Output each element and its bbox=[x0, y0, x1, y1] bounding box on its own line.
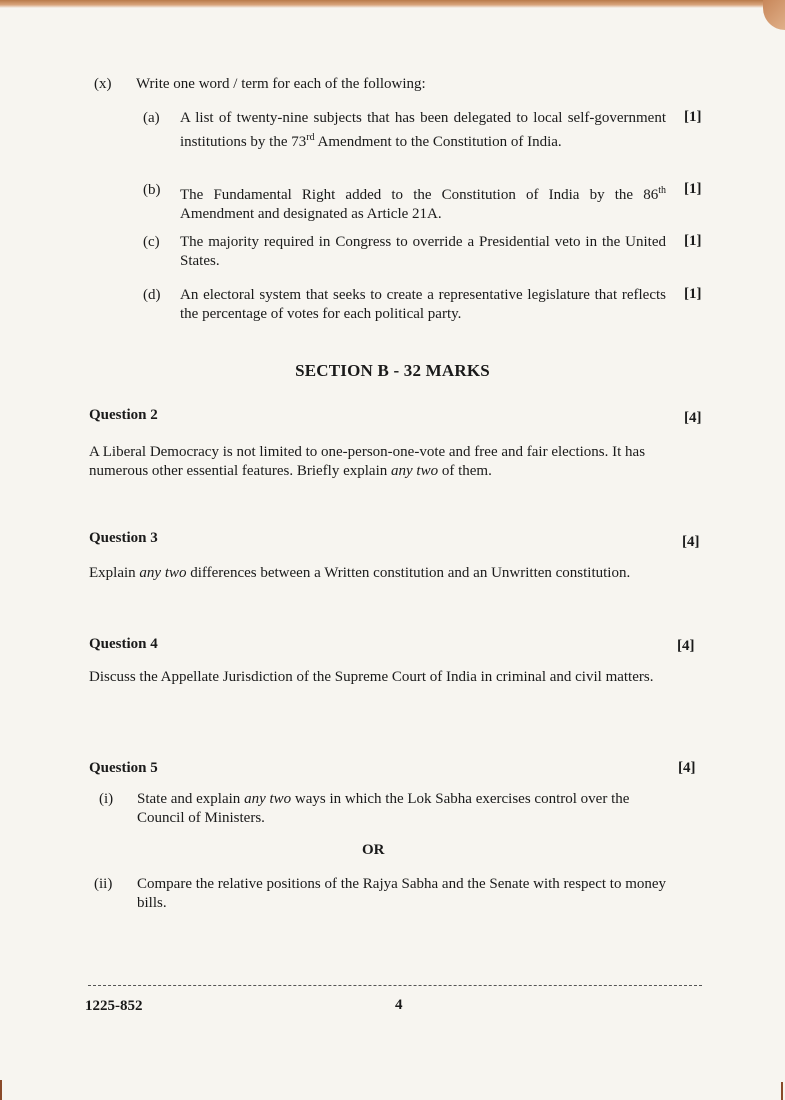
paper-corner bbox=[763, 0, 785, 30]
page-number: 4 bbox=[395, 997, 403, 1013]
question-instruction: Write one word / term for each of the following: bbox=[136, 76, 426, 92]
question-title: Question 3 bbox=[89, 530, 158, 546]
question-text bbox=[89, 564, 689, 583]
question-text-part: Explain bbox=[89, 565, 140, 581]
question-title: Question 5 bbox=[89, 760, 158, 776]
sub-item-label: (b) bbox=[143, 182, 161, 198]
sub-item-text bbox=[180, 109, 666, 152]
sub-item-label: (d) bbox=[143, 287, 161, 303]
emphasis-text: any two bbox=[139, 565, 187, 581]
question-text: Discuss the Appellate Jurisdiction of the Supreme Court of India in criminal and civil matters. bbox=[89, 669, 654, 685]
question-part-label: (x) bbox=[94, 76, 112, 92]
emphasis-text: any two bbox=[391, 463, 439, 479]
paper-top-edge bbox=[0, 0, 785, 8]
sub-item-text bbox=[180, 181, 666, 224]
sub-item-text bbox=[137, 790, 662, 828]
question-text-part: A Liberal Democracy is not limited to one-person-one-vote and free and fair elections. It has numerous other essential features. Briefly explain bbox=[89, 444, 646, 479]
question-text-part: of them. bbox=[438, 463, 492, 479]
marks-label: [1] bbox=[684, 286, 702, 302]
sub-item-label: (a) bbox=[143, 110, 160, 126]
sub-item-text: The majority required in Congress to override a Presidential veto in the United States. bbox=[180, 234, 666, 269]
sub-item-text: An electoral system that seeks to create a representative legislature that reflects the percentage of votes for each political party. bbox=[180, 287, 666, 322]
marks-label: [1] bbox=[684, 181, 702, 197]
sub-item-label: (c) bbox=[143, 234, 160, 250]
paper-code: 1225-852 bbox=[85, 998, 143, 1014]
marks-label: [4] bbox=[684, 410, 702, 426]
or-separator: OR bbox=[362, 842, 385, 858]
sub-item-text: Compare the relative positions of the Rajya Sabha and the Senate with respect to money bills. bbox=[137, 876, 667, 911]
sub-item-text-part: The Fundamental Right added to the Constitution of India by the 86 bbox=[180, 187, 659, 203]
footer-divider bbox=[88, 985, 702, 986]
question-title: Question 4 bbox=[89, 636, 158, 652]
marks-label: [1] bbox=[684, 233, 702, 249]
superscript: rd bbox=[306, 132, 315, 143]
section-title: SECTION B - 32 MARKS bbox=[295, 361, 490, 380]
marks-label: [4] bbox=[682, 534, 700, 550]
sub-item-text-part: State and explain bbox=[137, 791, 245, 807]
sub-item-label: (i) bbox=[99, 791, 114, 807]
sub-item-text-part: ways in which the Lok Sabha exercises control over the Council of Ministers. bbox=[137, 791, 630, 826]
emphasis-text: any two bbox=[244, 791, 292, 807]
marks-label: [4] bbox=[677, 638, 695, 654]
paper-edge-mark-left bbox=[0, 1080, 2, 1100]
sub-item-text-part: Amendment to the Constitution of India. bbox=[314, 134, 562, 150]
sub-item-text-part: Amendment and designated as Article 21A. bbox=[180, 206, 442, 222]
paper-edge-mark-right bbox=[781, 1082, 783, 1100]
marks-label: [1] bbox=[684, 109, 702, 125]
sub-item-label: (ii) bbox=[94, 876, 113, 892]
superscript: th bbox=[658, 185, 666, 196]
question-text-part: differences between a Written constitution and an Unwritten constitution. bbox=[186, 565, 631, 581]
question-text bbox=[89, 443, 664, 481]
marks-label: [4] bbox=[678, 760, 696, 776]
question-title: Question 2 bbox=[89, 407, 158, 423]
sub-item-text-part: A list of twenty-nine subjects that has been delegated to local self-government institutions by the 73 bbox=[180, 110, 666, 150]
